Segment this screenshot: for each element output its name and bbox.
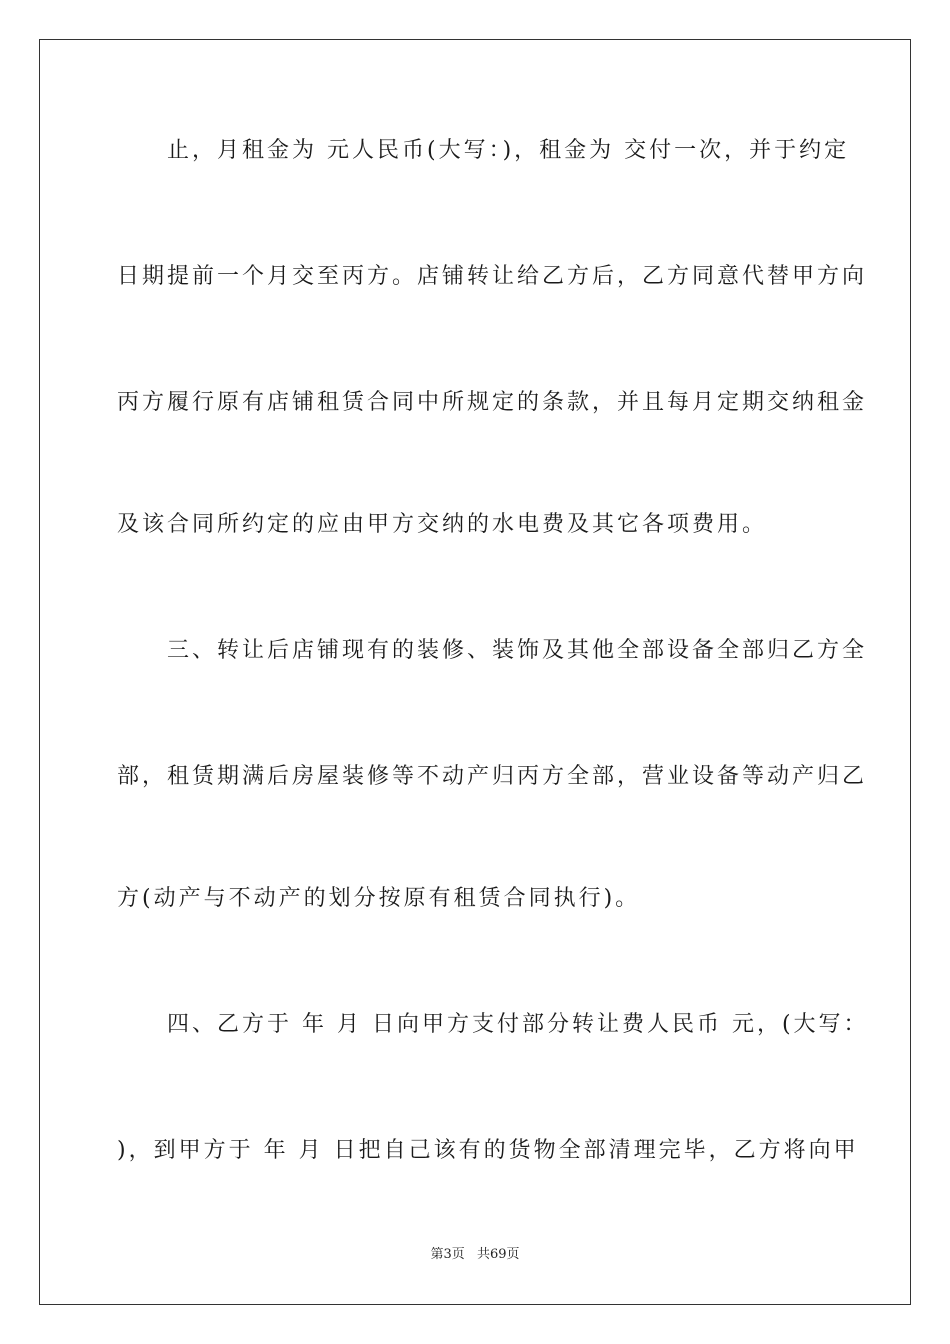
page-number: 第3页	[430, 1247, 465, 1262]
text-line: 部，租赁期满后房屋装修等不动产归丙方全部，营业设备等动产归乙	[117, 764, 868, 789]
text-line: 四、乙方于 年 月 日向甲方支付部分转让费人民币 元，(大写：	[117, 1012, 869, 1037]
text-line: 方(动产与不动产的划分按原有租赁合同执行)。	[117, 886, 641, 911]
text-line: 三、转让后店铺现有的装修、装饰及其他全部设备全部归乙方全	[117, 638, 868, 663]
page-footer	[0, 1246, 950, 1264]
text-line: 及该合同所约定的应由甲方交纳的水电费及其它各项费用。	[117, 512, 768, 537]
page-total: 共69页	[476, 1247, 520, 1262]
text-line: )，到甲方于 年 月 日把自己该有的货物全部清理完毕，乙方将向甲	[117, 1138, 859, 1163]
text-line: 止，月租金为 元人民币(大写：)，租金为 交付一次，并于约定	[117, 138, 850, 163]
text-line: 日期提前一个月交至丙方。店铺转让给乙方后，乙方同意代替甲方向	[117, 264, 868, 289]
text-line: 丙方履行原有店铺租赁合同中所规定的条款，并且每月定期交纳租金	[117, 390, 868, 415]
page-border	[39, 39, 911, 1305]
